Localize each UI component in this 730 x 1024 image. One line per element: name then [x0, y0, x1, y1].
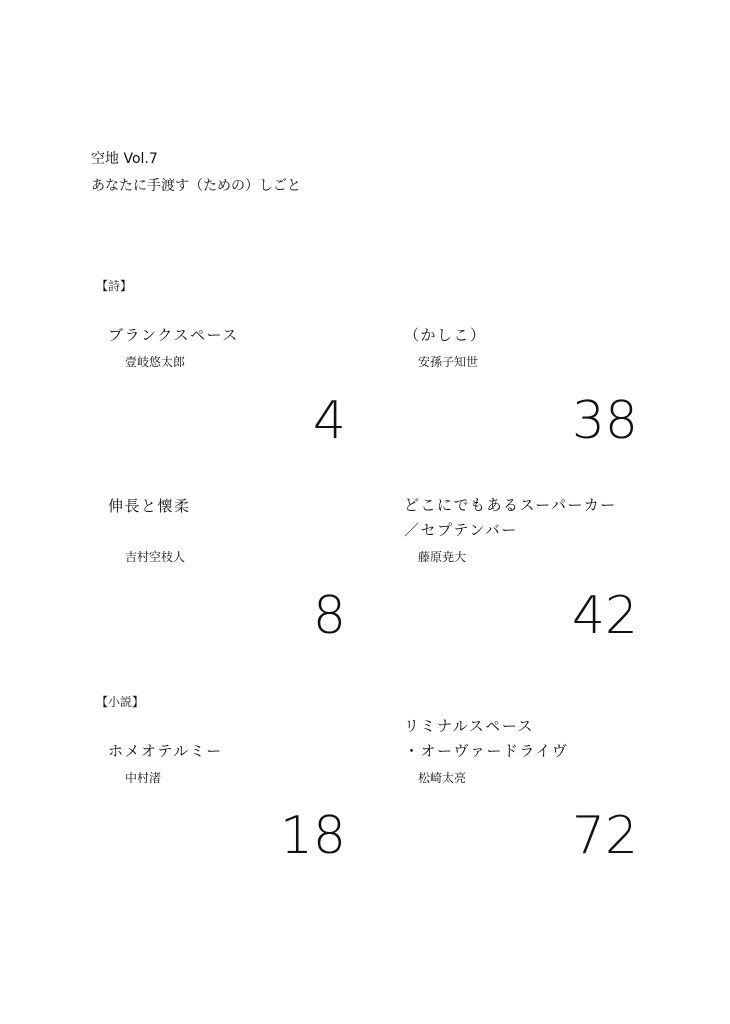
issue-title: 空地 Vol.7 — [91, 151, 158, 167]
work-title: 伸長と懐柔 — [108, 497, 191, 515]
page-number: 8 — [312, 586, 346, 646]
work-author: 藤原尭大 — [418, 550, 467, 564]
work-title: （かしこ） — [404, 326, 487, 344]
work-author: 中村渚 — [125, 771, 162, 785]
work-title-line2: ・オーヴァードライヴ — [404, 742, 569, 760]
section-label-fiction: 【小説】 — [96, 695, 145, 709]
work-title-line1: リミナルスペース — [404, 717, 535, 735]
page-number: 42 — [571, 586, 638, 646]
work-author: 壹岐悠太郎 — [125, 355, 186, 369]
work-author: 吉村空枝人 — [125, 550, 186, 564]
page-number: 38 — [571, 391, 638, 451]
section-label-poetry: 【詩】 — [96, 279, 133, 293]
work-title: ホメオテルミー — [108, 742, 223, 760]
work-title-line1: どこにでもあるスーパーカー — [404, 496, 617, 514]
page-number: 4 — [312, 391, 346, 451]
work-author: 松崎太亮 — [418, 771, 467, 785]
page-number: 18 — [279, 806, 346, 866]
issue-subtitle: あなたに手渡す（ための）しごと — [91, 178, 301, 194]
work-author: 安孫子知世 — [418, 355, 479, 369]
work-title: ブランクスペース — [108, 326, 239, 344]
page-number: 72 — [571, 806, 638, 866]
work-title-line2: ／セプテンバー — [404, 521, 518, 539]
